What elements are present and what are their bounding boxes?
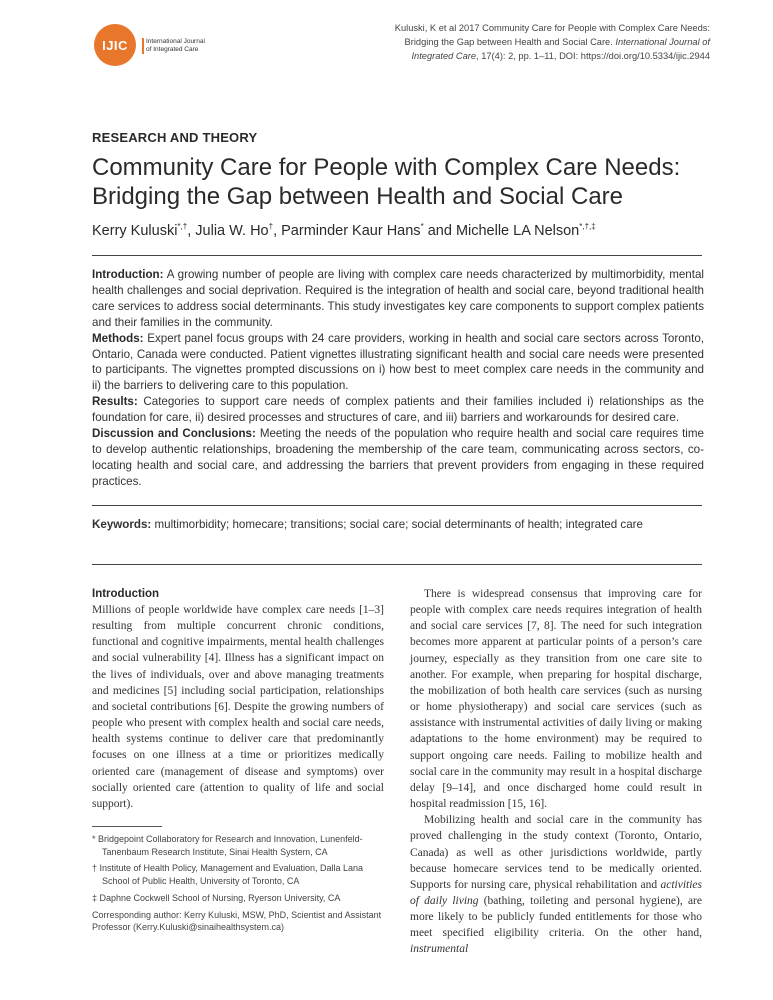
footnote-affiliation-2: † Institute of Health Policy, Management and Evaluation, Dalla Lana School of Public Health, University of Toronto, CA [92, 863, 363, 887]
abstract [92, 267, 704, 490]
divider [92, 255, 702, 256]
keywords-text: multimorbidity; homecare; transitions; social care; social determinants of health; integrated care [151, 518, 643, 531]
body-paragraph: Mobilizing health and social care in the community has proved challenging in the study context (Toronto, Ontario, Canada) as well as other jurisdictions worldwide, partly because homecare services tend to be medically oriented. Supports for nursing care, physical rehabilitation and activities of daily living (bathing, toileting and personal hygiene), are more likely to be publicly funded entitlements for those who meet specified eligibility criteria. On the other hand, instrumental [410, 814, 702, 956]
abstract-introduction: Introduction: A growing number of people are living with complex care needs characterized by multimorbidity, mental health challenges and social deprivation. Required is the integration of health and social care, beyond traditional health care services to address social determinants. This study investigates key care components to support complex patients and their families in the community. [92, 268, 704, 329]
keywords-label: Keywords: [92, 518, 152, 531]
author-list [92, 222, 596, 239]
abstract-methods: Methods: Expert panel focus groups with 24 care providers, working in health and social care sectors across Toronto, Ontario, Canada were conducted. Patient vignettes illustrating significant health and social care needs were presented to participants. The vignettes prompted discussions on i) how best to meet complex care needs in the community and ii) the barriers to delivering care to this population. [92, 331, 704, 393]
logo-mark: IJIC [94, 24, 136, 66]
citation-doi: , 17(4): 2, pp. 1–11, DOI: https://doi.org/10.5334/ijic.2944 [476, 51, 710, 61]
footnote-affiliation-3: ‡ Daphne Cockwell School of Nursing, Ryerson University, CA [92, 892, 341, 903]
author: Kerry Kuluski*,†, [92, 222, 196, 239]
section-label: RESEARCH AND THEORY [92, 130, 258, 145]
abstract-discussion: Discussion and Conclusions: Meeting the needs of the population who require health and social care requires time to develop authentic relationships, broadening the membership of the care team, communicating across sectors, co-locating health and social care, and addressing the barriers that prevent providers from engaging in these required practices. [92, 427, 704, 488]
logo-text [142, 38, 205, 54]
abstract-results: Results: Categories to support care needs of complex patients and their families included i) relationships as the foundation for care, ii) desired processes and structures of care, and iii) barriers and workarounds for desired care. [92, 395, 704, 425]
footnote-divider [92, 826, 162, 827]
body-column-left [92, 586, 384, 812]
journal-logo [94, 24, 244, 72]
body-column-right [410, 586, 702, 958]
citation-header [330, 21, 710, 63]
body-paragraph: Millions of people worldwide have complex care needs [1–3] resulting from multiple concurrent chronic conditions, functional and cognitive impairments, mental health challenges and social vulnerability [4]. Illness has a significant impact on the lives of individuals, over and above managing treatments and medicines [5] including social participation, relationships and societal contributions [6]. Despite the growing numbers of people who present with complex health and social care needs, health systems continue to deliver care that predominantly focuses on one illness at a time or prioritizes medically oriented care (management of disease and symptoms) over socially oriented care (attention to quality of life and social support). [92, 604, 384, 810]
citation-line-1: Kuluski, K et al 2017 Community Care for People with Complex Care Needs: [394, 23, 710, 33]
divider [92, 564, 702, 565]
body-paragraph: There is widespread consensus that improving care for people with complex care needs requires integration of health and social care services [7, 8]. The need for such integration becomes more apparent at particular points of a person’s care journey, especially as they transition from one care site to another. For example, when preparing for hospital discharge, the mobilization of both health care services (such as nursing or home physiotherapy) and social care services (such as assistance with instrumental activities of daily living or making adaptations to the home environment) may be required to support ongoing care needs. Failing to mobilize health and social care in the community may result in a hospital discharge delay [9–14], and once discharged home could result in hospital readmission [15, 16]. [410, 588, 702, 811]
title-line-2: Bridging the Gap between Health and Social Care [92, 183, 623, 210]
citation-line-2-text: Bridging the Gap between Health and Social Care. [404, 37, 616, 47]
footnote-affiliation-1: * Bridgepoint Collaboratory for Research and Innovation, Lunenfeld-Tanenbaum Research Institute, Sinai Health System, CA [92, 834, 363, 857]
footnotes [92, 833, 384, 934]
citation-line-3 [330, 49, 710, 63]
logo-line-1: International Journal [142, 38, 205, 46]
citation-line-2 [330, 35, 710, 49]
author: Michelle LA Nelson*,†,‡ [455, 222, 596, 239]
corresponding-author: Corresponding author: Kerry Kuluski, MSW, PhD, Scientist and Assistant Professor (Kerry.Kuluski@sinaihealthsystem.ca) [92, 909, 382, 933]
citation-journal-name: International Journal of [615, 37, 710, 47]
introduction-heading: Introduction [92, 588, 160, 600]
logo-line-2: of Integrated Care [142, 46, 205, 54]
title-line-1: Community Care for People with Complex Care Needs: [92, 154, 681, 181]
citation-journal-name-2: Integrated Care [411, 51, 477, 61]
article-title [92, 153, 712, 211]
author: Julia W. Ho†, [195, 222, 282, 239]
author: Parminder Kaur Hans* and [281, 222, 456, 239]
divider [92, 505, 702, 506]
keywords [92, 517, 704, 533]
